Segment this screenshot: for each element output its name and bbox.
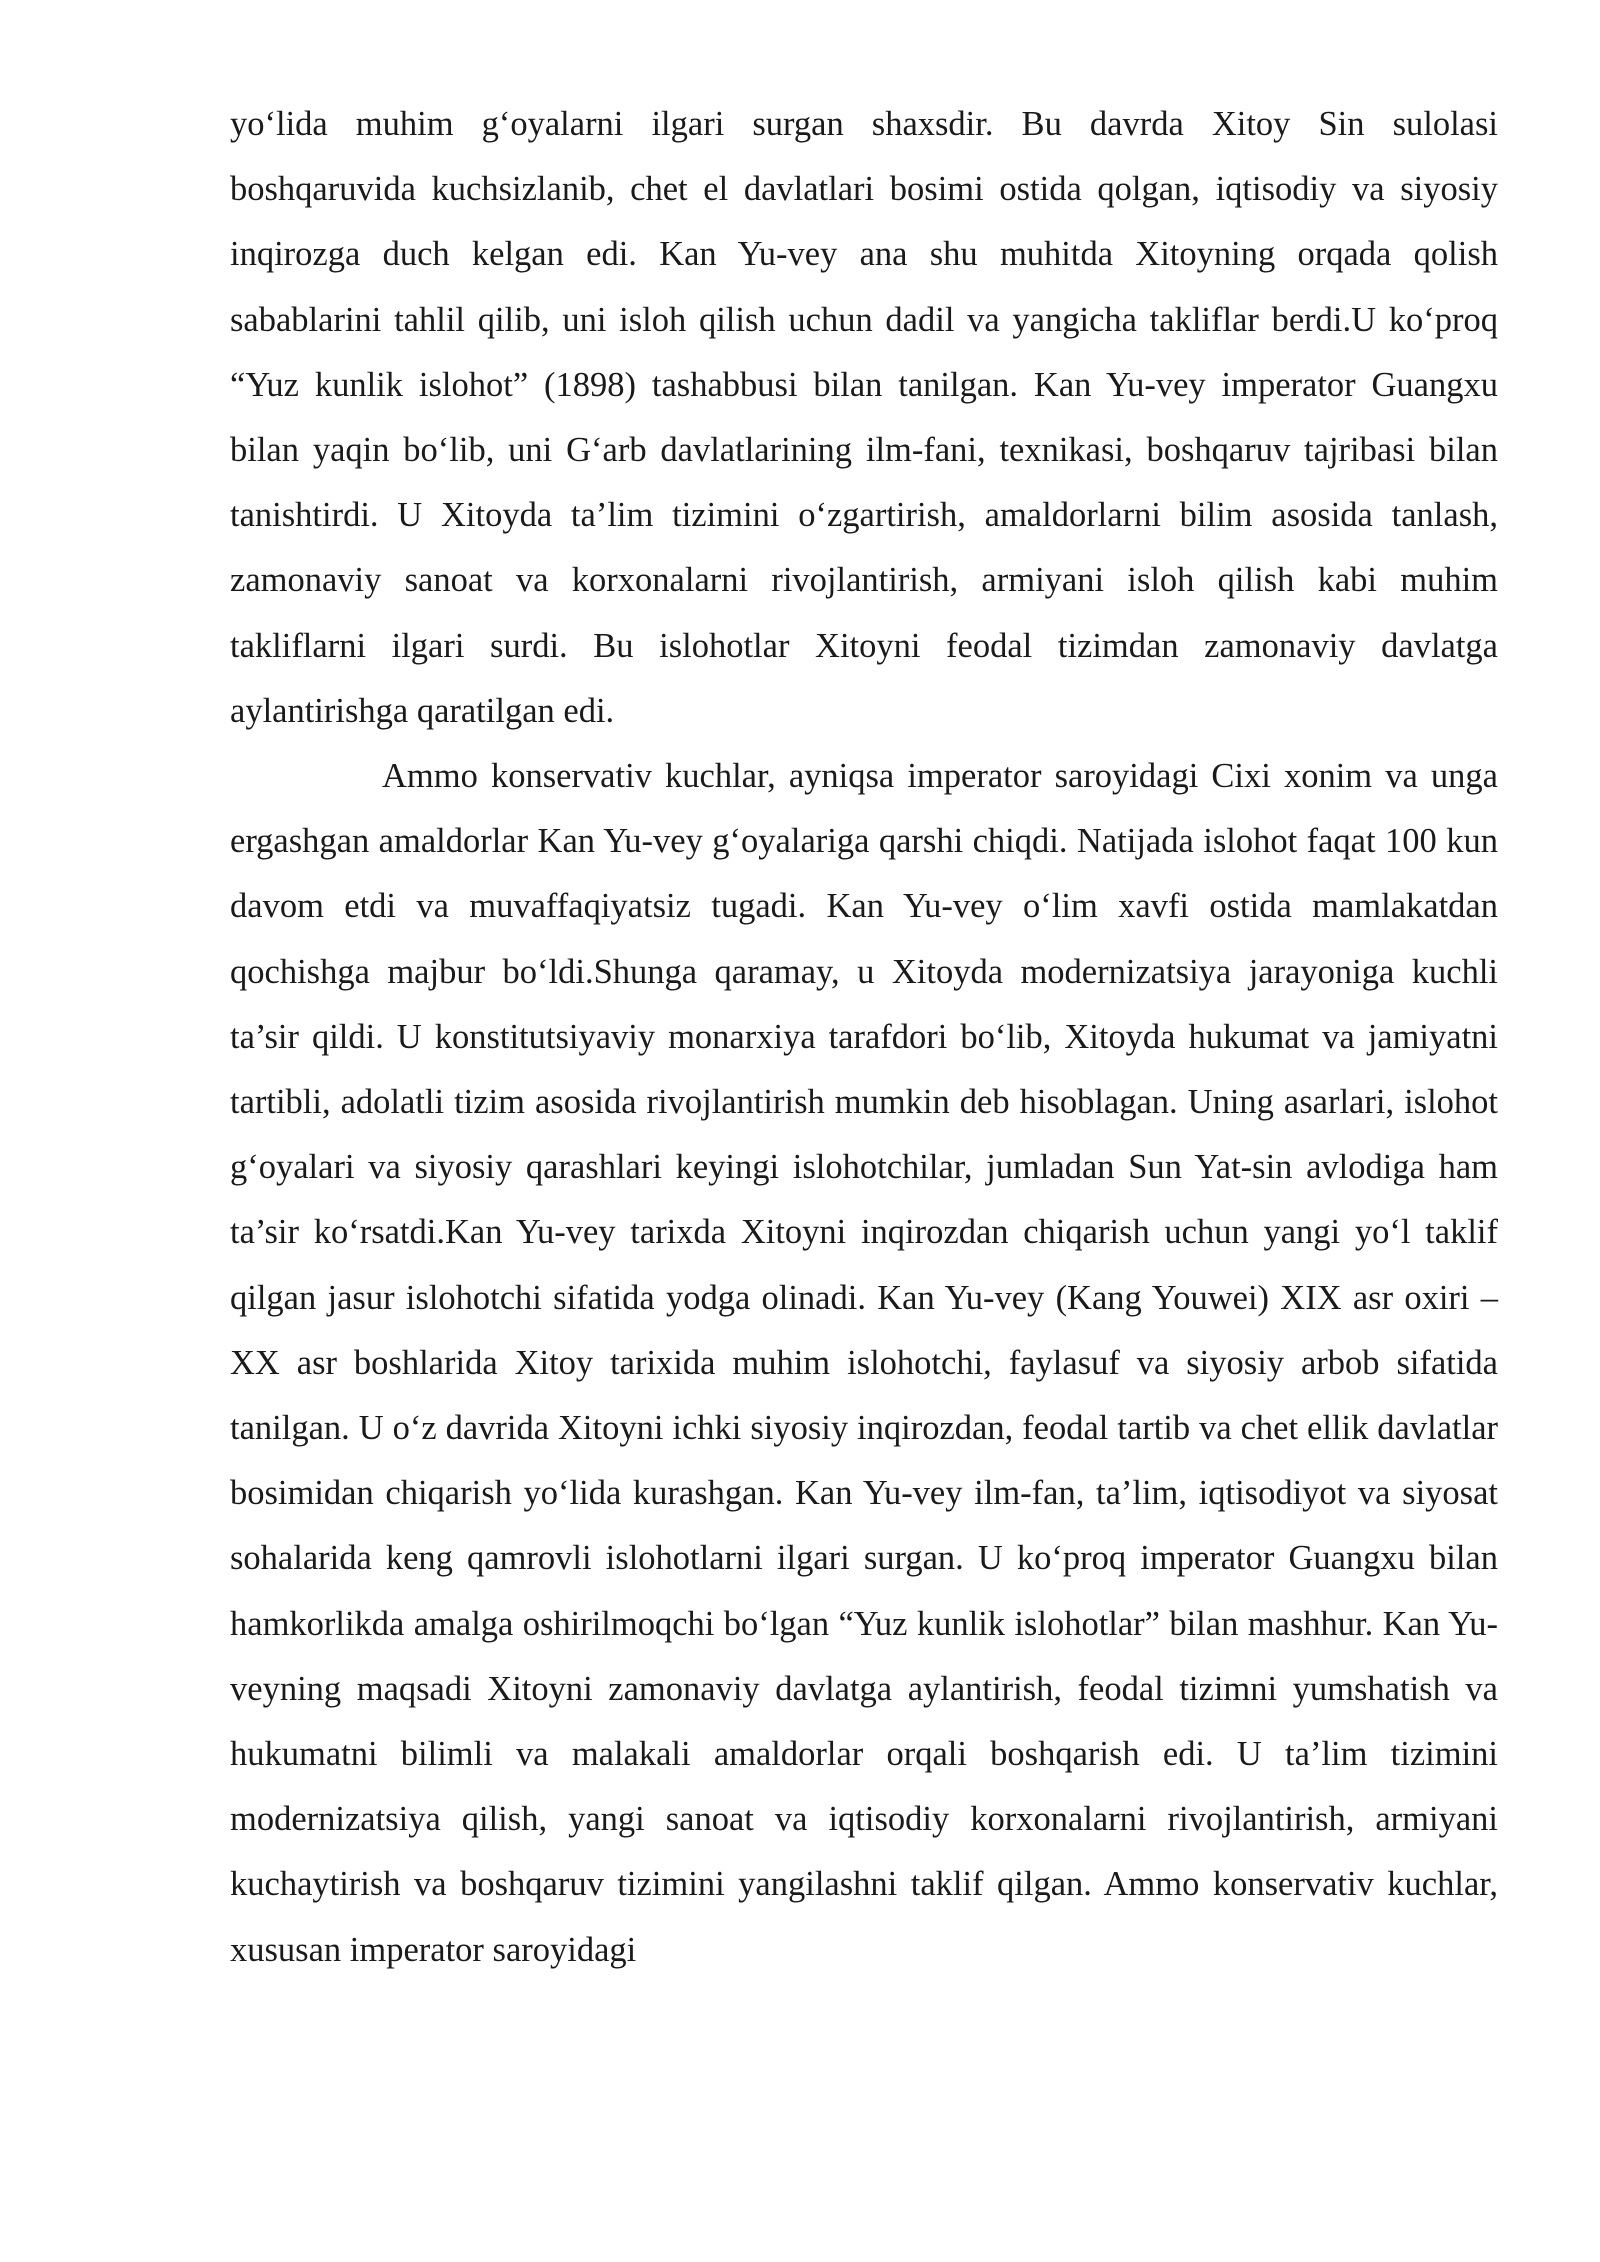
document-page <box>230 92 1498 1983</box>
paragraph-1: yo‘lida muhim g‘oyalarni ilgari surgan shaxsdir. Bu davrda Xitoy Sin sulolasi boshqaruvida kuchsizlanib, chet el davlatlari bosimi ostida qolgan, iqtisodiy va siyosiy inqirozga duch kelgan edi. Kan Yu-vey ana shu muhitda Xitoyning orqada qolish sabablarini tahlil qilib, uni isloh qilish uchun dadil va yangicha takliflar berdi.U ko‘proq “Yuz kunlik islohot” (1898) tashabbusi bilan tanilgan. Kan Yu-vey imperator Guangxu bilan yaqin bo‘lib, uni G‘arb davlatlarining ilm-fani, texnikasi, boshqaruv tajribasi bilan tanishtirdi. U Xitoyda ta’lim tizimini o‘zgartirish, amaldorlarni bilim asosida tanlash, zamonaviy sanoat va korxonalarni rivojlantirish, armiyani isloh qilish kabi muhim takliflarni ilgari surdi. Bu islohotlar Xitoyni feodal tizimdan zamonaviy davlatga aylantirishga qaratilgan edi. <box>230 105 1498 730</box>
paragraph-2: Ammo konservativ kuchlar, ayniqsa imperator saroyidagi Cixi xonim va unga ergashgan amaldorlar Kan Yu-vey g‘oyalariga qarshi chiqdi. Natijada islohot faqat 100 kun davom etdi va muvaffaqiyatsiz tugadi. Kan Yu-vey o‘lim xavfi ostida mamlakatdan qochishga majbur bo‘ldi.Shunga qaramay, u Xitoyda modernizatsiya jarayoniga kuchli ta’sir qildi. U konstitutsiyaviy monarxiya tarafdori bo‘lib, Xitoyda hukumat va jamiyatni tartibli, adolatli tizim asosida rivojlantirish mumkin deb hisoblagan. Uning asarlari, islohot g‘oyalari va siyosiy qarashlari keyingi islohotchilar, jumladan Sun Yat-sin avlodiga ham ta’sir ko‘rsatdi.Kan Yu-vey tarixda Xitoyni inqirozdan chiqarish uchun yangi yo‘l taklif qilgan jasur islohotchi sifatida yodga olinadi. Kan Yu-vey (Kang Youwei) XIX asr oxiri – XX asr boshlarida Xitoy tarixida muhim islohotchi, faylasuf va siyosiy arbob sifatida tanilgan. U o‘z davrida Xitoyni ichki siyosiy inqirozdan, feodal tartib va chet ellik davlatlar bosimidan chiqarish yo‘lida kurashgan. Kan Yu-vey ilm-fan, ta’lim, iqtisodiyot va siyosat sohalarida keng qamrovli islohotlarni ilgari surgan. U ko‘proq imperator Guangxu bilan hamkorlikda amalga oshirilmoqchi bo‘lgan “Yuz kunlik islohotlar” bilan mashhur. Kan Yu-veyning maqsadi Xitoyni zamonaviy davlatga aylantirish, feodal tizimni yumshatish va hukumatni bilimli va malakali amaldorlar orqali boshqarish edi. U ta’lim tizimini modernizatsiya qilish, yangi sanoat va iqtisodiy korxonalarni rivojlantirish, armiyani kuchaytirish va boshqaruv tizimini yangilashni taklif qilgan. Ammo konservativ kuchlar, xususan imperator saroyidagi <box>230 757 1498 1969</box>
